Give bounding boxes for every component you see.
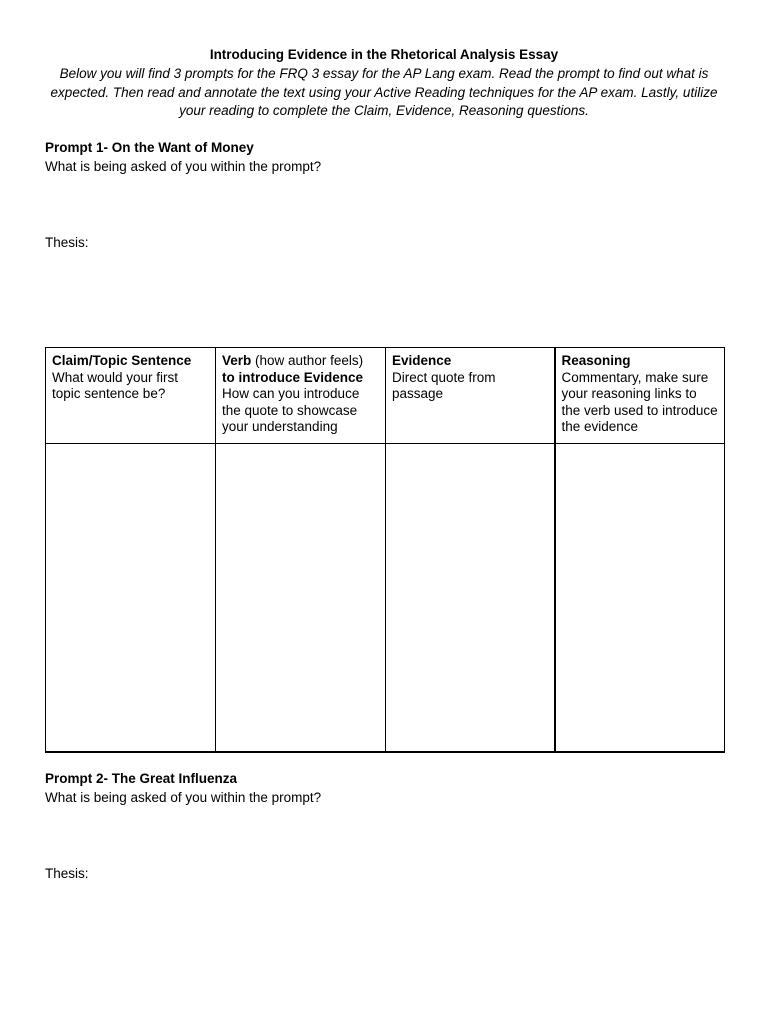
reasoning-answer-cell[interactable] xyxy=(555,444,725,753)
evidence-header-desc: Direct quote from passage xyxy=(392,369,496,401)
prompt-1-thesis-label: Thesis: xyxy=(45,235,89,250)
claim-header-desc: What would your first topic sentence be? xyxy=(52,369,179,401)
reasoning-header-desc: Commentary, make sure your reasoning links to the verb used to introduce the evidence xyxy=(561,369,718,434)
prompt-1-heading: Prompt 1- On the Want of Money xyxy=(45,140,254,155)
verb-header-desc: How can you introduce the quote to showcase your understanding xyxy=(222,386,360,434)
verb-header-title-line xyxy=(222,353,379,370)
table-header-row xyxy=(46,348,725,444)
page-title: Introducing Evidence in the Rhetorical Analysis Essay xyxy=(209,47,559,62)
evidence-answer-cell[interactable] xyxy=(386,444,555,753)
table-answer-row xyxy=(46,444,725,753)
claim-header-cell xyxy=(46,348,216,444)
prompt-2-thesis-label: Thesis: xyxy=(45,866,89,881)
prompt-1-question: What is being asked of you within the prompt? xyxy=(45,159,322,174)
reasoning-header-cell xyxy=(555,348,725,444)
verb-answer-cell[interactable] xyxy=(216,444,386,753)
verb-header-cell xyxy=(216,348,386,444)
claim-evidence-reasoning-table xyxy=(45,347,725,753)
prompt-2-question: What is being asked of you within the prompt? xyxy=(45,790,322,805)
verb-header-subtitle: to introduce Evidence xyxy=(222,369,364,385)
prompt-2-heading: Prompt 2- The Great Influenza xyxy=(45,771,238,786)
intro-instructions: Below you will find 3 prompts for the FRQ 3 essay for the AP Lang exam. Read the prompt to find out what is expected. Then read and annotate the text using your Active Reading techniques for the AP exam. Lastly, utilize your reading to complete the Claim, Evidence, Reasoning questions. xyxy=(50,66,718,118)
reasoning-header-title: Reasoning xyxy=(561,353,631,368)
claim-answer-cell[interactable] xyxy=(46,444,216,753)
evidence-header-title: Evidence xyxy=(392,353,452,368)
claim-header-title: Claim/Topic Sentence xyxy=(52,353,192,368)
verb-header-title: Verb xyxy=(222,353,252,368)
evidence-header-cell xyxy=(386,348,555,444)
verb-header-title-rest: (how author feels) xyxy=(251,353,364,368)
